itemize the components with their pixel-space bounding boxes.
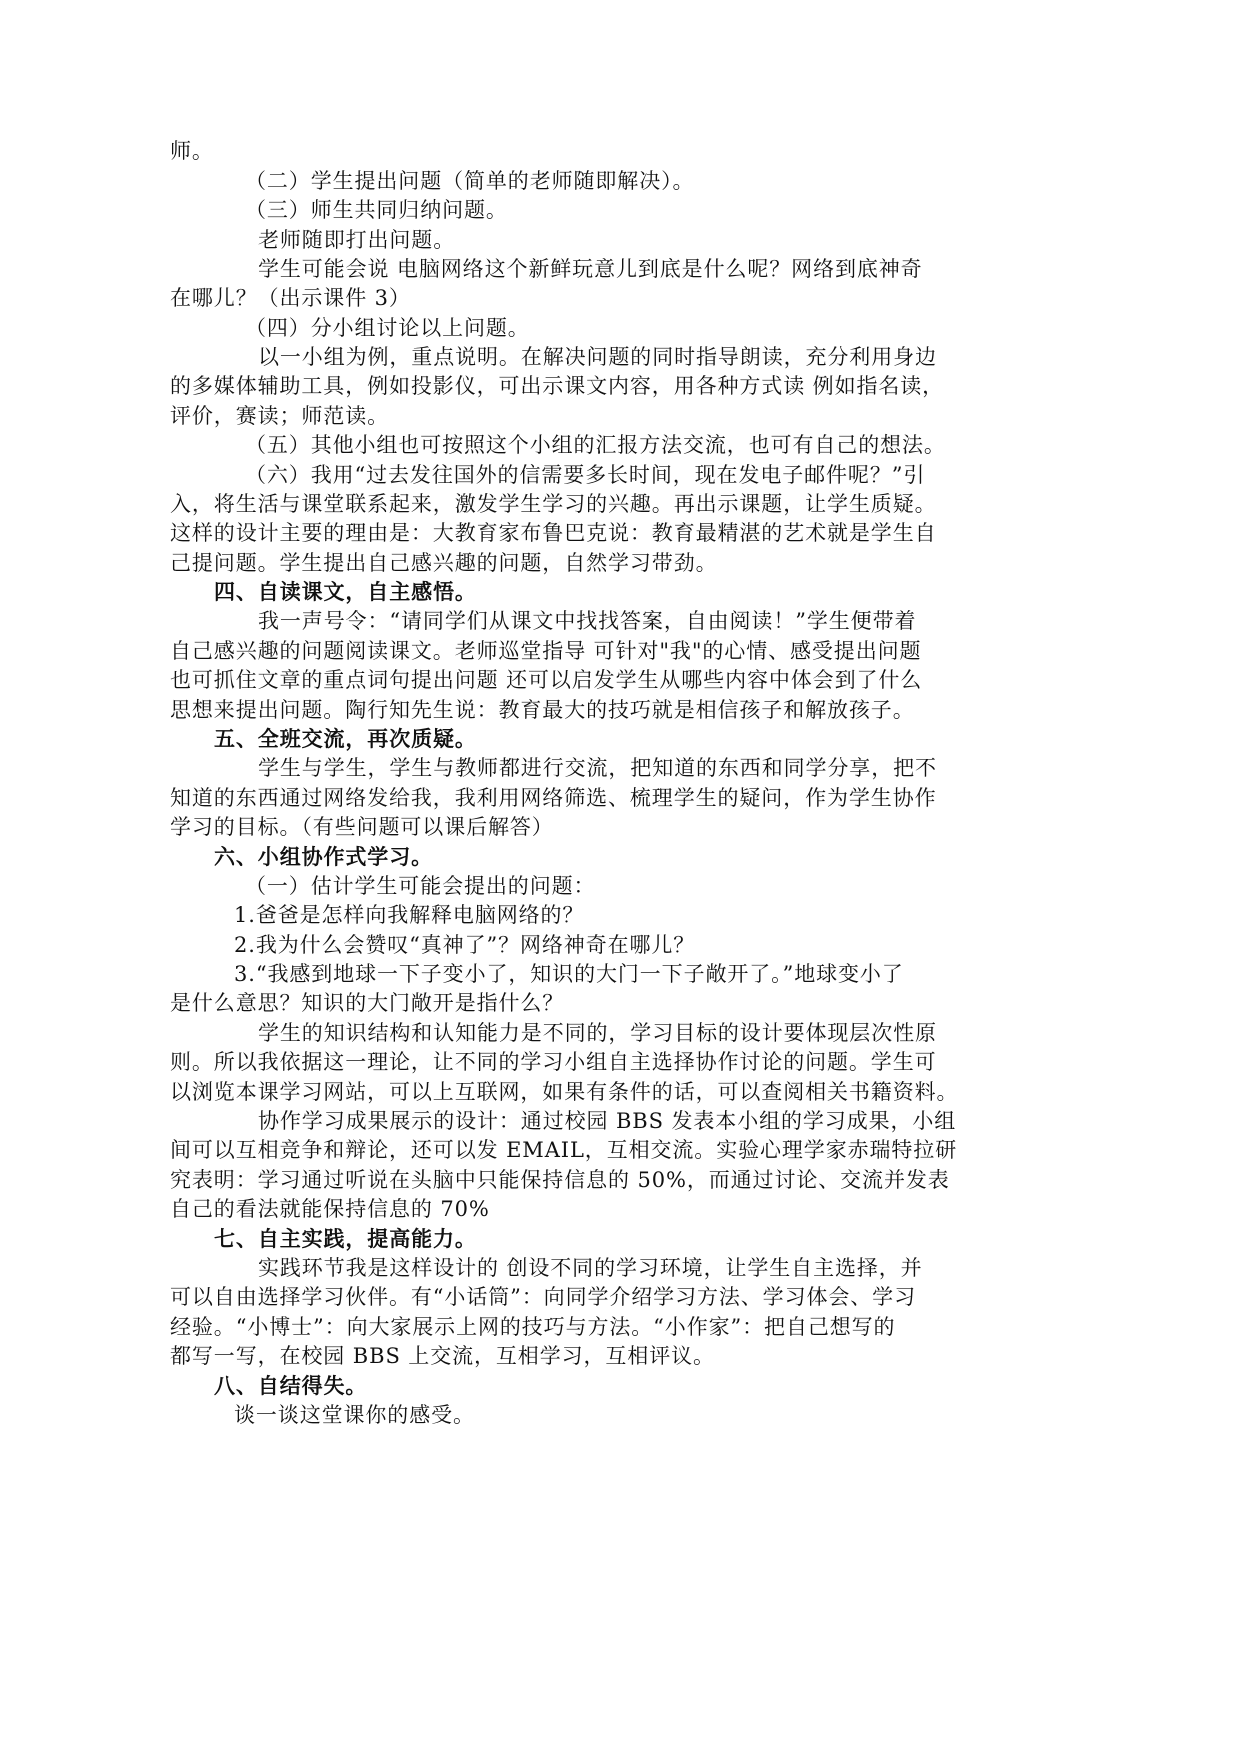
text-line: （四）分小组讨论以上问题。 <box>245 316 530 340</box>
section-heading: 四、自读课文，自主感悟。 <box>214 579 477 604</box>
list-item: 1.爸爸是怎样向我解释电脑网络的？ <box>234 903 585 927</box>
text-line: 是什么意思？知识的大门敞开是指什么？ <box>170 991 565 1015</box>
text-line: 都写一写，在校园 BBS 上交流，互相学习，互相评议。 <box>170 1344 715 1368</box>
text-line: 以浏览本课学习网站，可以上互联网，如果有条件的话，可以查阅相关书籍资料。 <box>170 1080 959 1104</box>
text-line: 学生的知识结构和认知能力是不同的，学习目标的设计要体现层次性原 <box>258 1021 937 1045</box>
text-line: 学习的目标。（有些问题可以课后解答） <box>170 815 554 839</box>
section-heading: 七、自主实践，提高能力。 <box>214 1226 477 1251</box>
text-line: 评价，赛读；师范读。 <box>170 404 389 428</box>
section-heading: 六、小组协作式学习。 <box>214 844 433 869</box>
text-line: 经验。“小博士”：向大家展示上网的技巧与方法。“小作家”：把自己想写的 <box>170 1315 896 1339</box>
text-line: 己提问题。学生提出自己感兴趣的问题，自然学习带劲。 <box>170 551 718 575</box>
text-line: 的多媒体辅助工具，例如投影仪，可出示课文内容，用各种方式读 例如指名读， <box>170 374 945 398</box>
text-line: 以一小组为例，重点说明。在解决问题的同时指导朗读，充分利用身边 <box>258 345 937 369</box>
text-line: 究表明：学习通过听说在头脑中只能保持信息的 50%，而通过讨论、交流并发表 <box>170 1168 950 1192</box>
text-line: 这样的设计主要的理由是：大教育家布鲁巴克说：教育最精湛的艺术就是学生自 <box>170 521 937 545</box>
list-item: 3.“我感到地球一下子变小了，知识的大门一下子敞开了。”地球变小了 <box>234 962 904 986</box>
text-line: 也可抓住文章的重点词句提出问题 还可以启发学生从哪些内容中体会到了什么 <box>170 668 923 692</box>
text-line: （六）我用“过去发往国外的信需要多长时间，现在发电子邮件呢？”引 <box>245 463 926 487</box>
text-line: （一）估计学生可能会提出的问题： <box>245 874 596 898</box>
text-line: 思想来提出问题。陶行知先生说：教育最大的技巧就是相信孩子和解放孩子。 <box>170 698 915 722</box>
text-line: 学生与学生，学生与教师都进行交流，把知道的东西和同学分享，把不 <box>258 756 937 780</box>
text-line: 间可以互相竞争和辩论，还可以发 EMAIL，互相交流。实验心理学家赤瑞特拉研 <box>170 1138 958 1162</box>
text-line: 我一声号令：“请同学们从课文中找找答案，自由阅读！”学生便带着 <box>258 609 917 633</box>
text-line: 入，将生活与课堂联系起来，激发学生学习的兴趣。再出示课题，让学生质疑。 <box>170 492 937 516</box>
text-line: （二）学生提出问题（简单的老师随即解决）。 <box>245 169 695 193</box>
text-line: 则。所以我依据这一理论，让不同的学习小组自主选择协作讨论的问题。学生可 <box>170 1050 937 1074</box>
text-line: 可以自由选择学习伙伴。有“小话筒”：向同学介绍学习方法、学习体会、学习 <box>170 1285 916 1309</box>
text-line: 知道的东西通过网络发给我，我利用网络筛选、梳理学生的疑问，作为学生协作 <box>170 786 937 810</box>
text-line: 学生可能会说 电脑网络这个新鲜玩意儿到底是什么呢？网络到底神奇 <box>258 257 923 281</box>
text-line: 师。 <box>170 139 214 163</box>
text-line: （三）师生共同归纳问题。 <box>245 198 508 222</box>
text-line: 谈一谈这堂课你的感受。 <box>234 1403 475 1427</box>
text-line: 自己的看法就能保持信息的 70% <box>170 1197 490 1221</box>
list-item: 2.我为什么会赞叹“真神了”？网络神奇在哪儿？ <box>234 933 696 957</box>
text-line: 在哪儿？（出示课件 3） <box>170 286 411 310</box>
text-line: 协作学习成果展示的设计：通过校园 BBS 发表本小组的学习成果，小组 <box>258 1109 957 1133</box>
text-line: （五）其他小组也可按照这个小组的汇报方法交流，也可有自己的想法。 <box>245 433 946 457</box>
text-line: 老师随即打出问题。 <box>258 228 456 252</box>
section-heading: 八、自结得失。 <box>214 1373 368 1398</box>
text-line: 自己感兴趣的问题阅读课文。老师巡堂指导 可针对"我"的心情、感受提出问题 <box>170 639 922 663</box>
section-heading: 五、全班交流，再次质疑。 <box>214 726 477 751</box>
text-line: 实践环节我是这样设计的 创设不同的学习环境，让学生自主选择，并 <box>258 1256 923 1280</box>
